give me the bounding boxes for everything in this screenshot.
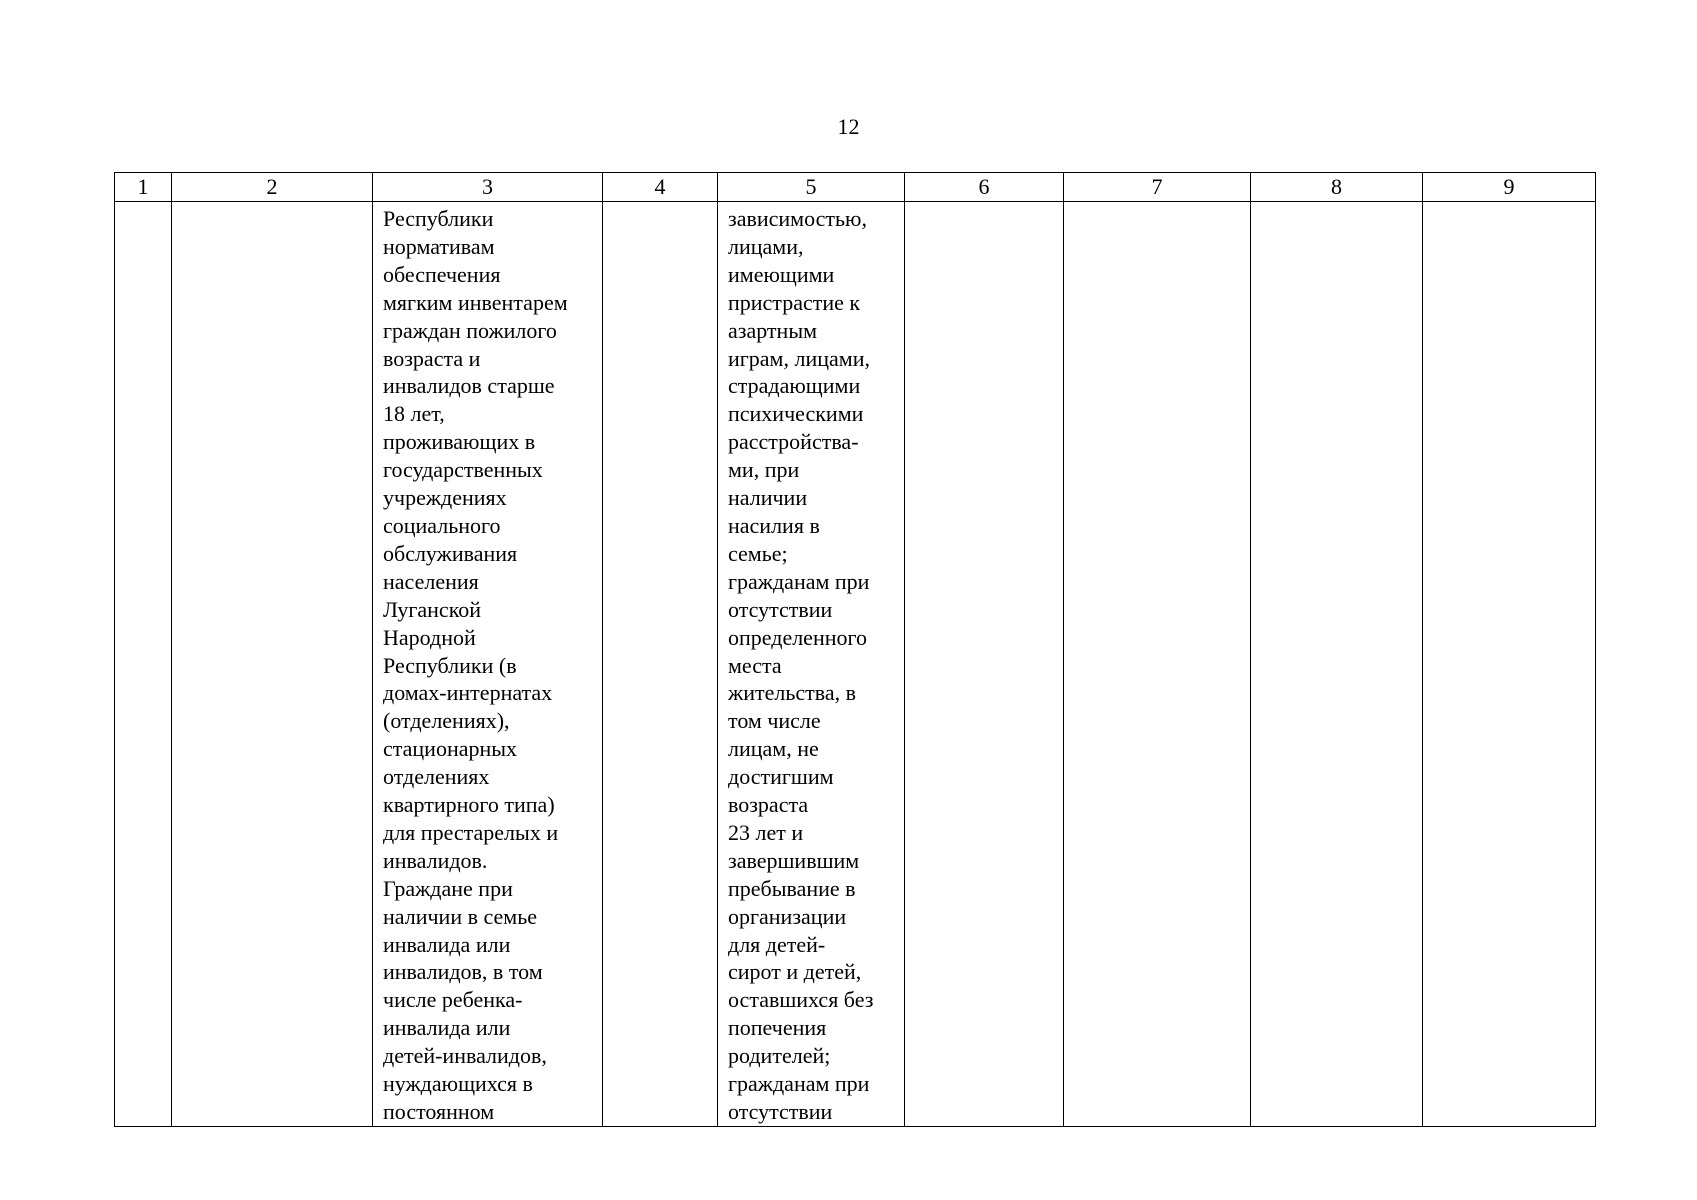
column-header-8: 8 — [1251, 173, 1423, 202]
cell-col-9 — [1423, 202, 1596, 1127]
column-header-2: 2 — [172, 173, 373, 202]
column-header-6: 6 — [905, 173, 1064, 202]
cell-text-col-2 — [172, 202, 372, 205]
cell-col-6 — [905, 202, 1064, 1127]
cell-col-2 — [172, 202, 373, 1127]
table-row — [115, 202, 1596, 1127]
column-header-5: 5 — [718, 173, 905, 202]
column-header-7: 7 — [1064, 173, 1251, 202]
cell-text-col-8 — [1251, 202, 1422, 205]
cell-col-8 — [1251, 202, 1423, 1127]
cell-col-7 — [1064, 202, 1251, 1127]
cell-col-4 — [603, 202, 718, 1127]
cell-col-1 — [115, 202, 172, 1127]
cell-text-col-5: зависимостью, лицами, имеющими пристрастие к азартным играм, лицами, страдающими психическими расстройства- ми, при наличии насилия в семье; гражданам при отсутствии определенного места жительства, в том числе лицам, не достигшим возраста 23 лет и завершившим пребывание в организации для детей- сирот и детей, оставшихся без попечения родителей; гражданам при отсутствии — [728, 206, 874, 1124]
page-number: 12 — [837, 114, 860, 139]
column-header-9: 9 — [1423, 173, 1596, 202]
cell-text-col-6 — [905, 202, 1063, 205]
cell-text-col-7 — [1064, 202, 1250, 205]
cell-col-3 — [373, 202, 603, 1127]
column-header-3: 3 — [373, 173, 603, 202]
cell-text-col-3: Республики нормативам обеспечения мягким инвентарем граждан пожилого возраста и инвалидов старше 18 лет, проживающих в государственных учреждениях социального обслуживания населения Луганской Народной Республики (в домах-интернатах (отделениях), стационарных отделениях квартирного типа) для престарелых и инвалидов. Граждане при наличии в семье инвалида или инвалидов, в том числе ребенка- инвалида или детей-инвалидов, нуждающихся в постоянном — [383, 206, 568, 1124]
cell-text-col-1 — [115, 202, 171, 205]
column-header-4: 4 — [603, 173, 718, 202]
table-header-row — [115, 173, 1596, 202]
cell-col-5 — [718, 202, 905, 1127]
document-table — [114, 172, 1596, 1127]
column-header-1: 1 — [115, 173, 172, 202]
cell-text-col-4 — [603, 202, 717, 205]
cell-text-col-9 — [1423, 202, 1595, 205]
